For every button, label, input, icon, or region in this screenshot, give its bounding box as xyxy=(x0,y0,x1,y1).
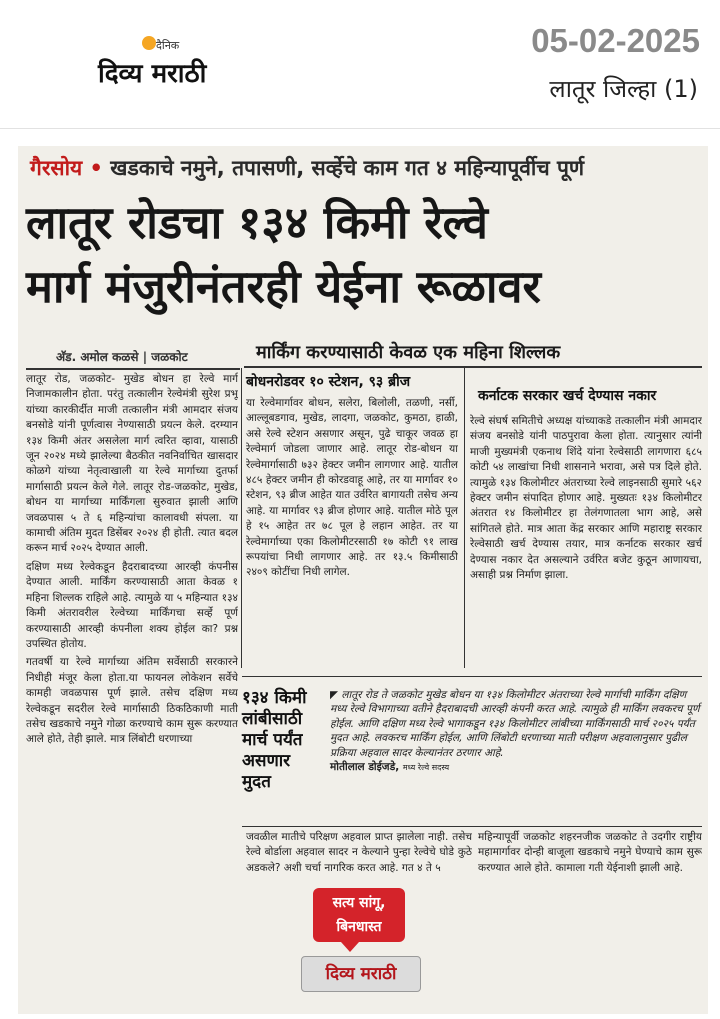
bubble-tail-icon xyxy=(341,942,359,952)
box-stations-text xyxy=(246,396,458,668)
paragraph: लातूर रोड, जळकोट- मुखेड बोधन हा रेल्वे मार्ग निजामकालीन होता. परंतु तत्कालीन रेल्वेमंत्री सुरेश प्रभू यांच्या कारकीर्दीत माजी तत्कालीन मंत्री आमदार संजय बनसोडे यांनी पूर्णत्वास नेण्यासाठी प्रयत्न केले. दरम्यान १३४ किमी अंतर असलेला मार्ग त्वरित व्हावा, यासाठी जून २०२४ मध्ये झालेल्या बैठकीत नवनिर्वाचित खासदार कोळगे यांच्या नेतृत्वाखाली या रेल्वे मार्गाच्या दुतर्फा मार्गासाठी प्रयत्न केले गेले. लातूर रोड-जळकोट, मुखेड, बोधन या मार्गाच्या मार्किंगला सुरुवात झाली आणि जवळपास ५ ते ६ महिन्यांचा कालावधी संपला. या कामाची अंतिम मुदत डिसेंबर २०२४ ही होती. त्यात बदल करून मार्च २०२५ देण्यात आली. xyxy=(26,373,238,555)
headline-line-2: मार्ग मंजुरीनंतरही येईना रूळावर xyxy=(26,260,541,313)
article-subhead: मार्किंग करण्यासाठी केवळ एक महिना शिल्लक xyxy=(256,342,561,363)
quote-designation: मध्य रेल्वे सदस्य xyxy=(402,763,450,773)
newspaper-clipping xyxy=(18,146,708,1014)
divider xyxy=(242,826,702,827)
strap-kicker: गैरसोय xyxy=(30,156,83,180)
column-divider xyxy=(241,368,242,668)
stamp-line-1: सत्य सांगू, xyxy=(332,895,386,911)
official-quote xyxy=(330,688,702,775)
quote-attribution xyxy=(330,760,702,775)
quote-author: मोतीलाल डोईजडे, xyxy=(330,761,400,774)
edition-date: 05-02-2025 xyxy=(531,22,700,59)
quote-text: लातूर रोड ते जळकोट मुखेड बोधन या १३४ किलोमीटर अंतराच्या रेल्वे मार्गाची मार्किंग दक्षिण मध्य रेल्वे विभागाच्या वतीने हैदराबादची आरव्ही कंपनी करत आहे. त्यामुळे ही मार्किंग लवकरच पूर्ण होईल. आणि दक्षिण मध्य रेल्वे भागाकडून १३४ किलोमीटर लांबीच्या मार्किंगसाठी मार्च २०२५ पर्यंत मुदत आहे. लवकरच मार्किंग होईल, आणि लिंबोटी धरणाच्या माती परीक्षण अहवालानुसार पुढील प्रक्रिया अहवाल सादर केल्यानंतर ठरणार आहे. xyxy=(330,689,700,759)
article-strapline xyxy=(30,154,584,182)
article-column-2-bottom xyxy=(246,830,472,894)
paragraph: गतवर्षी या रेल्वे मार्गाच्या अंतिम सर्वेसाठी सरकारने निधीही मंजूर केला होता.या फायनल लोकेशन सर्वेचे कामही जवळपास पूर्ण झाले. तसेच दक्षिण मध्य रेल्वेकडून सदरील रेल्वे मार्गासाठी ठिकठिकाणी माती तसेच खडकाचे नमुने गोळा करण्याचे काम सुरू करण्यात आले होते, तेही झाले. मात्र लिंबोटी धरणाच्या xyxy=(26,656,238,746)
box-heading-stations: बोधनरोडवर १० स्टेशन, ९३ ब्रीज xyxy=(246,374,411,390)
logo-dainik-text: दैनिक xyxy=(156,39,180,52)
article-byline: अ‍ॅड. अमोल कळसे | जळकोट xyxy=(56,350,188,364)
bullet-icon: • xyxy=(89,156,103,180)
quote-mark-icon: ◤ xyxy=(330,689,342,701)
paragraph: महिन्यापूर्वी जळकोट शहरनजीक जळकोट ते उदगीर राष्ट्रीय महामार्गावर दोन्ही बाजूला खडकाचे नमुने घेण्याचे काम सुरू करण्यात आले होते. कामाला गती येईनाशी झाली आहे. xyxy=(478,831,702,874)
column-divider xyxy=(464,368,465,668)
box-karnataka-text xyxy=(470,414,702,662)
divider xyxy=(244,366,702,368)
divider xyxy=(242,676,702,677)
article-column-1 xyxy=(26,372,238,872)
divya-marathi-logo xyxy=(98,36,248,96)
article-column-3-bottom xyxy=(478,830,702,894)
box-heading-karnataka: कर्नाटक सरकार खर्च देण्यास नकार xyxy=(478,388,657,404)
edition-district: लातूर जिल्हा (1) xyxy=(549,75,698,103)
paragraph: या रेल्वेमार्गावर बोधन, सलेरा, बिलोली, तळणी, नर्सी, आल्लूबडगाव, मुखेड, लादगा, जळकोट, कुमठा, हाळी, असे रेल्वे स्टेशन असणार असून, पुढे चाकूर जवळ हा रेल्वेमार्ग जोडला जाणार आहे. लातूर रोड-बोधन या रेल्वेमार्गासाठी ७३२ हेक्टर जमीन लागणार आहे. यातील ४८५ हेक्टर जमीन ही कोरडवाहू आहे, तर या मार्गावर १० स्टेशन, ९३ ब्रीज आहेत यात उर्वरित बागायती तसेच अन्य आहे. या मार्गावर ९३ ब्रीज होणार आहे. यातील मोठे पूल हे १५ आहेत तर ७८ पूल हे लहान आहेत. तर या रेल्वेमार्गाच्या एका किलोमीटरसाठी १७ कोटी ९१ लाख रूपयांचा निधी लागणार आहे. तर १३.५ किमीसाठी २४०९ कोटींचा निधी लागेल. xyxy=(246,397,458,579)
paragraph: जवळील मातीचे परिक्षण अहवाल प्राप्त झालेला नाही. तसेच रेल्वे बोर्डाला अहवाल सादर न केल्याने पुन्हा रेल्वेचे घोडे कुठे अडकले? अशी चर्चा नागरिक करत आहे. गत ४ ते ५ xyxy=(246,831,472,874)
stamp-line-2: बिनधास्त xyxy=(336,919,382,935)
paragraph: दक्षिण मध्य रेल्वेकडून हैदराबादच्या आरव्ही कंपनीस देण्यात आली. मार्किंग करण्यासाठी आता केवळ १ महिना शिल्लक राहिले आहे. त्यामुळे या ५ महिन्यात १३४ किमी अंतरावरील रेल्वेच्या मार्किंगचा सर्व्हे पूर्ण करण्यासाठी आरव्ही कंपनीला शक्य होईल का? प्रश्न उपस्थित होतोय. xyxy=(26,560,238,650)
stamp-brand-plate: दिव्य मराठी xyxy=(301,956,421,992)
strap-subtitle: खडकाचे नमुने, तपासणी, सर्व्हेचे काम गत ४ महिन्यापूर्वीच पूर्ण xyxy=(110,156,585,180)
stamp-speech-bubble xyxy=(313,888,405,942)
pull-quote: १३४ किमी लांबीसाठी मार्च पर्यंत असणार मुदत xyxy=(242,688,307,792)
brand-stamp xyxy=(301,888,419,998)
paragraph: रेल्वे संघर्ष समितीचे अध्यक्ष यांच्याकडे तत्कालीन मंत्री आमदार संजय बनसोडे यांनी पाठपुरावा केला होता. त्यानुसार त्यांनी माजी मुख्यमंत्री एकनाथ शिंदे यांना रेल्वेसाठी लागणारा ६८५ कोटी ५४ लाखांचा निधी शासनाने भरावा, असे पत्र दिले होते. त्यामुळे १३४ किलोमीटर अंतराच्या रेल्वे लाइनसाठी सुमारे ५६२ हेक्टर जमीन संपादित होणार आहे. मुख्यतः १३४ किलोमीटर अंतरात १४ किलोमीटर हा तेलंगणातला भाग आहे, असे सांगितले होते. मात्र आता केंद्र सरकार आणि महाराष्ट्र सरकार रेल्वेसाठी खर्च देण्यास तयार, मात्र कर्नाटक सरकार खर्च देण्यास नकार देत असल्याने उर्वरित बजेट कुठून आणायचा, असाही प्रश्न निर्माण झाला. xyxy=(470,415,702,582)
headline-line-1: लातूर रोडचा १३४ किमी रेल्वे xyxy=(26,196,488,249)
sun-icon xyxy=(142,36,156,50)
logo-name: दिव्य मराठी xyxy=(98,59,207,89)
page-header xyxy=(0,0,720,129)
divider xyxy=(26,368,240,370)
